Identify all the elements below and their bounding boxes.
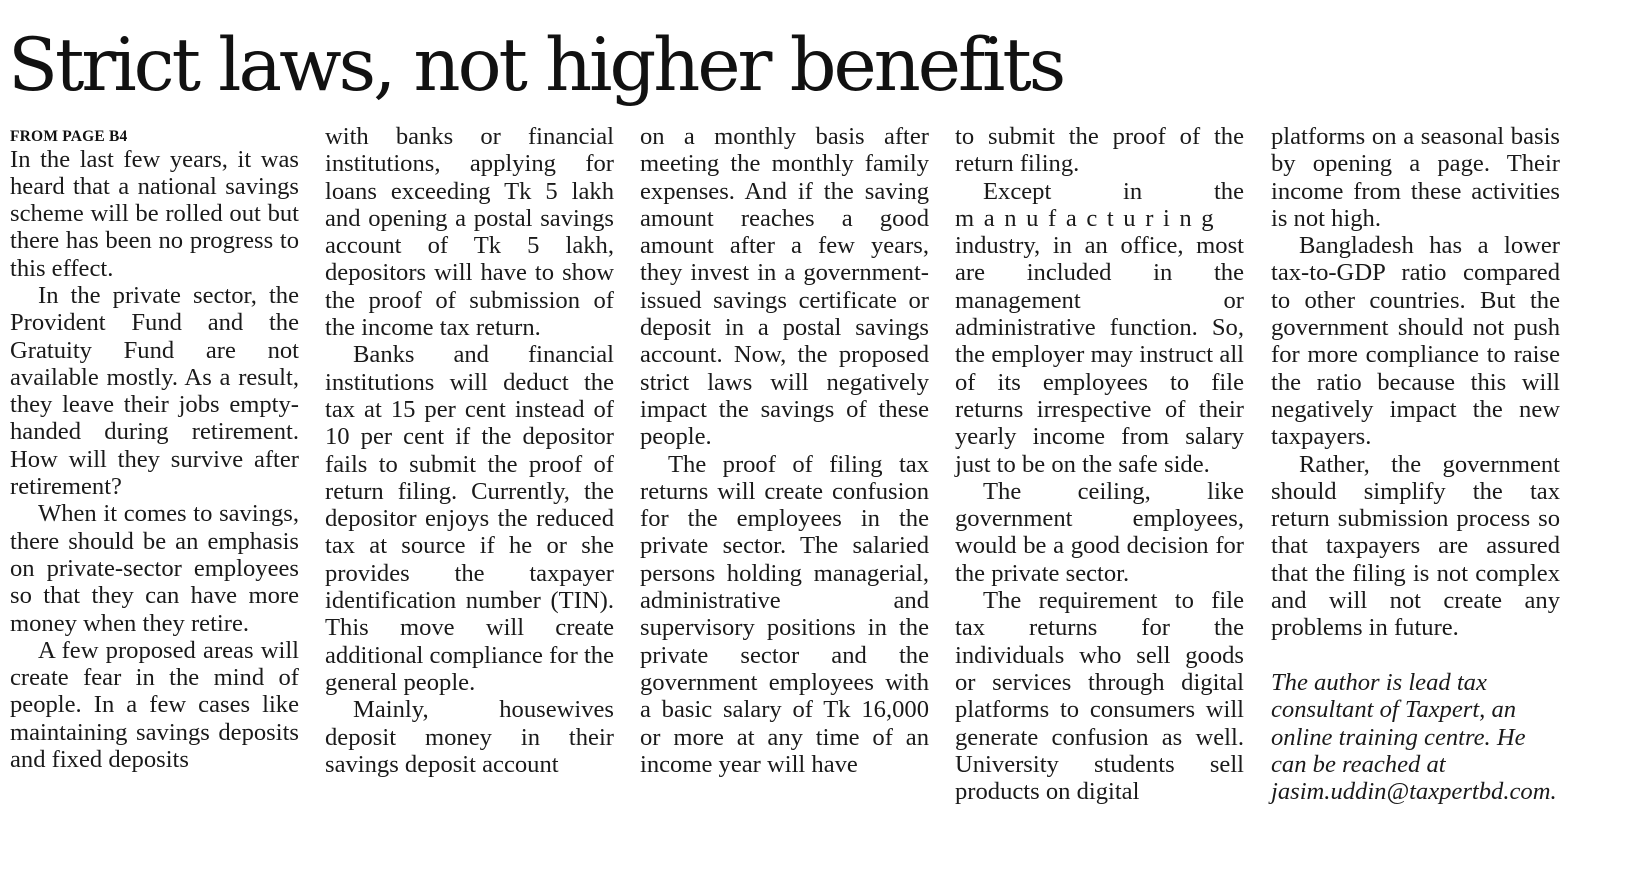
jump-kicker: FROM PAGE B4	[10, 128, 128, 145]
paragraph: manufacturing	[955, 204, 1224, 232]
article-column-3	[640, 123, 929, 778]
article-column-2	[325, 123, 614, 778]
article-column-1	[10, 123, 299, 773]
paragraph: platforms on a seasonal basis by opening a page. Their income from these activities is not high.	[1271, 123, 1560, 232]
paragraph: to submit the proof of the return filing.	[955, 123, 1244, 178]
paragraph: The requirement to file tax returns for the individuals who sell goods or services through digital platforms to consumers will generate confusion as well. University students sell products on digital	[955, 587, 1244, 806]
paragraph: When it comes to savings, there should be an emphasis on private-sector employees so that they can have more money when they retire.	[10, 500, 299, 637]
article-column-4	[955, 123, 1244, 805]
headline: Strict laws, not higher benefits	[8, 23, 1064, 108]
author-note: The author is lead tax consultant of Taxpert, an online training centre. He can be reached at jasim.uddin@taxpertbd.com.	[1271, 668, 1557, 806]
paragraph: The proof of filing tax returns will create confusion for the employees in the private sector. The salaried persons holding managerial, administrative and supervisory positions in the private sector and the government employees with a basic salary of Tk 16,000 or more at any time of an income year will have	[640, 450, 929, 778]
paragraph: with banks or financial institutions, applying for loans exceeding Tk 5 lakh and opening a postal savings account of Tk 5 lakh, depositors will have to show the proof of submission of the income tax return.	[325, 123, 614, 342]
paragraph: The ceiling, like government employees, would be a good decision for the private sector.	[955, 477, 1244, 587]
article-column-5	[1271, 123, 1560, 805]
paragraph: Mainly, housewives deposit money in their savings deposit account	[325, 696, 614, 778]
paragraph: Bangladesh has a lower tax-to-GDP ratio compared to other countries. But the government should not push for more compliance to raise the ratio because this will negatively impact the new taxpayers.	[1271, 232, 1560, 451]
paragraph: on a monthly basis after meeting the monthly family expenses. And if the saving amount reaches a good amount after a few years, they invest in a government-issued savings certificate or deposit in a postal savings account. Now, the proposed strict laws will negatively impact the savings of these people.	[640, 123, 929, 451]
paragraph: Except in the	[983, 177, 1244, 205]
paragraph: In the last few years, it was heard that a national savings scheme will be rolled out but there has been no progress to this effect.	[10, 145, 299, 282]
paragraph-spacer	[1271, 642, 1560, 669]
paragraph: industry, in an office, most are included in the management or administrative function. So, the employer may instruct all of its employees to file returns irrespective of their yearly income from salary just to be on the safe side.	[955, 232, 1244, 478]
paragraph: Banks and financial institutions will deduct the tax at 15 per cent instead of 10 per cent if the depositor fails to submit the proof of return filing. Currently, the depositor enjoys the reduced tax at source if he or she provides the taxpayer identification number (TIN). This move will create additional compliance for the general people.	[325, 341, 614, 696]
paragraph: A few proposed areas will create fear in the mind of people. In a few cases like maintaining savings deposits and fixed deposits	[10, 636, 299, 774]
paragraph: In the private sector, the Provident Fund and the Gratuity Fund are not available mostly. As a result, they leave their jobs empty-handed during retirement. How will they survive after retirement?	[10, 281, 299, 501]
paragraph: Rather, the government should simplify the tax return submission process so that taxpayers are assured that the filing is not complex and will not create any problems in future.	[1271, 450, 1560, 642]
